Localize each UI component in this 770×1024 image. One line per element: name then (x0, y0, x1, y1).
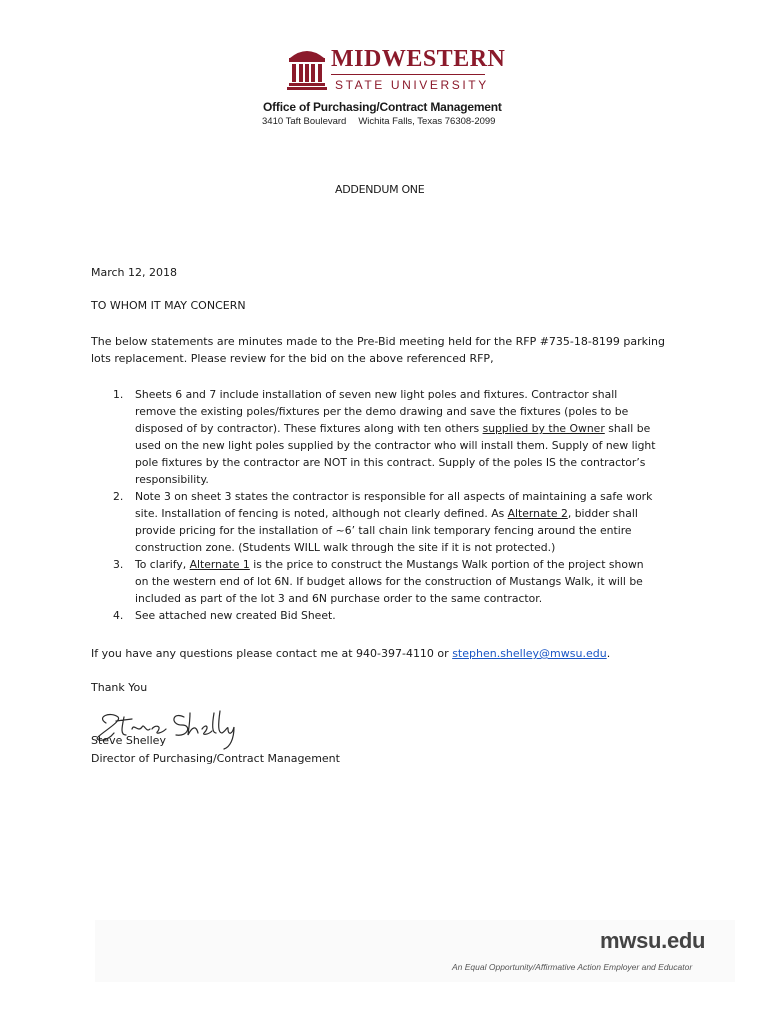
item-number: 4. (113, 609, 124, 622)
item-line: Sheets 6 and 7 include installation of seven new light poles and fixtures. Contractor shall (135, 388, 618, 401)
contact-text: If you have any questions please contact me at 940-397-4110 or (91, 647, 453, 660)
university-building-icon (287, 46, 327, 92)
underlined-text: Alternate 1 (189, 558, 250, 571)
minutes-list (113, 386, 656, 624)
email-link[interactable]: stephen.shelley@mwsu.edu (452, 647, 607, 660)
item-line (135, 420, 656, 437)
item-line: used on the new light poles supplied by the contractor who will install them. Supply of new light (135, 439, 656, 452)
signatory-title: Director of Purchasing/Contract Management (91, 752, 340, 765)
item-line: See attached new created Bid Sheet. (135, 609, 336, 622)
item-line: remove the existing poles/fixtures per the demo drawing and save the fixtures (poles to be (135, 405, 629, 418)
intro-line: The below statements are minutes made to the Pre-Bid meeting held for the RFP #735-18-8199 parking (91, 335, 665, 348)
contact-line (91, 647, 610, 660)
letter-date: March 12, 2018 (91, 266, 178, 279)
list-item (113, 386, 656, 488)
item-line: provide pricing for the installation of ~6’ tall chain link temporary fencing around the entire (135, 524, 632, 537)
university-logo (287, 46, 506, 96)
item-text: is the price to construct the Mustangs Walk portion of the project shown (249, 558, 644, 571)
item-number: 1. (113, 388, 124, 401)
item-text: To clarify, (135, 558, 190, 571)
signatory-name: Steve Shelley (91, 734, 166, 747)
item-line (135, 556, 656, 573)
university-subtitle: STATE UNIVERSITY (335, 78, 489, 92)
item-line: responsibility. (135, 473, 209, 486)
underlined-text: supplied by the Owner (482, 422, 605, 435)
item-text: site. Installation of fencing is noted, although not clearly defined. As (135, 507, 508, 520)
intro-line: lots replacement. Please review for the bid on the above referenced RFP, (91, 352, 494, 365)
office-address (262, 116, 495, 127)
item-number: 3. (113, 558, 124, 571)
underlined-text: Alternate 2 (507, 507, 568, 520)
item-line (135, 505, 656, 522)
salutation: TO WHOM IT MAY CONCERN (91, 299, 246, 312)
office-name: Office of Purchasing/Contract Management (263, 100, 502, 114)
item-line: construction zone. (Students WILL walk through the site if it is not protected.) (135, 541, 556, 554)
footer-website: mwsu.edu (600, 928, 706, 953)
footer-eoe-statement: An Equal Opportunity/Affirmative Action Employer and Educator (452, 962, 693, 972)
intro-paragraph (91, 333, 665, 367)
address-street: 3410 Taft Boulevard (262, 116, 347, 127)
item-text: , bidder shall (567, 507, 638, 520)
address-city: Wichita Falls, Texas 76308-2099 (358, 116, 496, 127)
university-name: MIDWESTERN (331, 46, 506, 72)
item-text: shall be (604, 422, 651, 435)
item-number: 2. (113, 490, 124, 503)
item-text: disposed of by contractor). These fixtures along with ten others (135, 422, 483, 435)
list-item (113, 488, 656, 556)
list-item (113, 556, 656, 607)
logo-divider (331, 74, 485, 75)
list-item (113, 607, 656, 624)
item-line: pole fixtures by the contractor are NOT in this contract. Supply of the poles IS the contractor’s (135, 456, 646, 469)
document-title: ADDENDUM ONE (335, 183, 425, 196)
item-line: included as part of the lot 3 and 6N purchase order to the same contractor. (135, 592, 543, 605)
item-line: on the western end of lot 6N. If budget allows for the construction of Mustangs Walk, it will be (135, 575, 643, 588)
contact-text: . (606, 647, 611, 660)
item-line: Note 3 on sheet 3 states the contractor is responsible for all aspects of maintaining a safe work (135, 490, 653, 503)
closing: Thank You (91, 681, 148, 694)
